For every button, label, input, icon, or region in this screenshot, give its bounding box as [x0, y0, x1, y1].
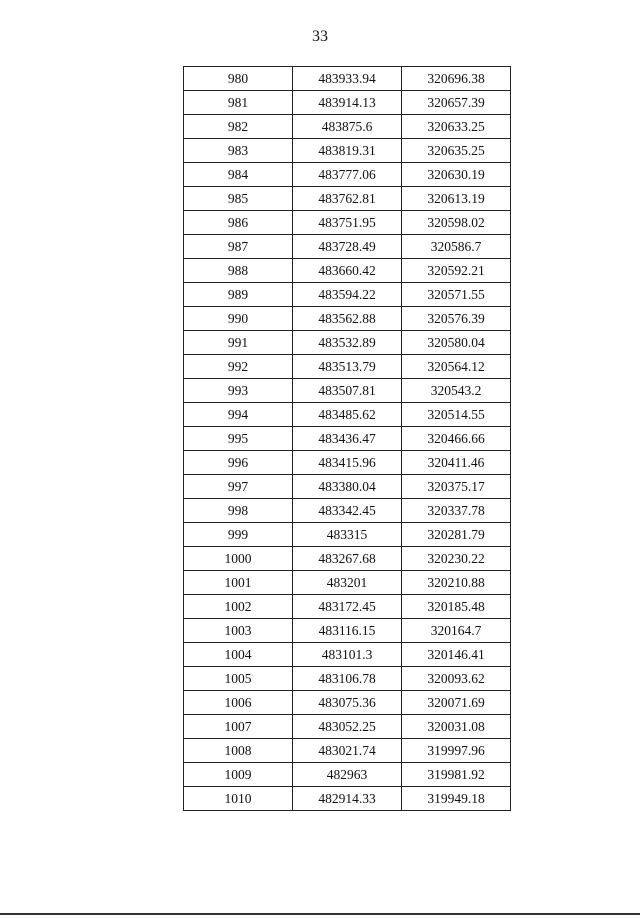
x-coordinate-cell: 483021.74: [293, 739, 402, 763]
page-number: 33: [312, 28, 328, 45]
table-row: [184, 307, 511, 331]
point-number-cell: 1007: [184, 715, 293, 739]
x-coordinate-cell: 483172.45: [293, 595, 402, 619]
point-number-cell: 981: [184, 91, 293, 115]
x-coordinate-cell: 483660.42: [293, 259, 402, 283]
x-coordinate-cell: 483751.95: [293, 211, 402, 235]
x-coordinate-cell: 483513.79: [293, 355, 402, 379]
table-row: [184, 571, 511, 595]
x-coordinate-cell: 482914.33: [293, 787, 402, 811]
table-row: [184, 787, 511, 811]
table-row: [184, 139, 511, 163]
y-coordinate-cell: 320586.7: [402, 235, 511, 259]
point-number-cell: 1002: [184, 595, 293, 619]
point-number-cell: 993: [184, 379, 293, 403]
table-row: [184, 667, 511, 691]
table-row: [184, 739, 511, 763]
table-row: [184, 547, 511, 571]
point-number-cell: 1004: [184, 643, 293, 667]
x-coordinate-cell: 483436.47: [293, 427, 402, 451]
y-coordinate-cell: 320592.21: [402, 259, 511, 283]
x-coordinate-cell: 483342.45: [293, 499, 402, 523]
y-coordinate-cell: 320230.22: [402, 547, 511, 571]
x-coordinate-cell: 483914.13: [293, 91, 402, 115]
y-coordinate-cell: 320543.2: [402, 379, 511, 403]
y-coordinate-cell: 319949.18: [402, 787, 511, 811]
x-coordinate-cell: 483052.25: [293, 715, 402, 739]
y-coordinate-cell: 320630.19: [402, 163, 511, 187]
point-number-cell: 990: [184, 307, 293, 331]
y-coordinate-cell: 320146.41: [402, 643, 511, 667]
point-number-cell: 1005: [184, 667, 293, 691]
y-coordinate-cell: 320466.66: [402, 427, 511, 451]
y-coordinate-cell: 320210.88: [402, 571, 511, 595]
table-row: [184, 355, 511, 379]
point-number-cell: 1003: [184, 619, 293, 643]
x-coordinate-cell: 483777.06: [293, 163, 402, 187]
x-coordinate-cell: 482963: [293, 763, 402, 787]
table-row: [184, 691, 511, 715]
coordinates-table-body: [184, 67, 511, 811]
point-number-cell: 992: [184, 355, 293, 379]
table-row: [184, 259, 511, 283]
table-row: [184, 91, 511, 115]
point-number-cell: 1000: [184, 547, 293, 571]
table-row: [184, 499, 511, 523]
table-row: [184, 451, 511, 475]
page-bottom-rule: [0, 913, 640, 915]
point-number-cell: 1010: [184, 787, 293, 811]
point-number-cell: 991: [184, 331, 293, 355]
point-number-cell: 1009: [184, 763, 293, 787]
table-row: [184, 379, 511, 403]
point-number-cell: 984: [184, 163, 293, 187]
y-coordinate-cell: 320164.7: [402, 619, 511, 643]
table-row: [184, 163, 511, 187]
y-coordinate-cell: 320580.04: [402, 331, 511, 355]
table-row: [184, 619, 511, 643]
point-number-cell: 998: [184, 499, 293, 523]
table-row: [184, 427, 511, 451]
table-row: [184, 523, 511, 547]
x-coordinate-cell: 483106.78: [293, 667, 402, 691]
point-number-cell: 986: [184, 211, 293, 235]
y-coordinate-cell: 320657.39: [402, 91, 511, 115]
x-coordinate-cell: 483507.81: [293, 379, 402, 403]
point-number-cell: 1008: [184, 739, 293, 763]
point-number-cell: 996: [184, 451, 293, 475]
coordinates-table: [183, 66, 511, 811]
table-row: [184, 187, 511, 211]
table-row: [184, 475, 511, 499]
point-number-cell: 988: [184, 259, 293, 283]
table-row: [184, 115, 511, 139]
y-coordinate-cell: 320696.38: [402, 67, 511, 91]
x-coordinate-cell: 483933.94: [293, 67, 402, 91]
table-row: [184, 403, 511, 427]
y-coordinate-cell: 320613.19: [402, 187, 511, 211]
point-number-cell: 1001: [184, 571, 293, 595]
y-coordinate-cell: 320635.25: [402, 139, 511, 163]
y-coordinate-cell: 320185.48: [402, 595, 511, 619]
x-coordinate-cell: 483267.68: [293, 547, 402, 571]
table-row: [184, 211, 511, 235]
y-coordinate-cell: 319997.96: [402, 739, 511, 763]
table-row: [184, 67, 511, 91]
y-coordinate-cell: 320571.55: [402, 283, 511, 307]
point-number-cell: 985: [184, 187, 293, 211]
x-coordinate-cell: 483485.62: [293, 403, 402, 427]
x-coordinate-cell: 483101.3: [293, 643, 402, 667]
x-coordinate-cell: 483415.96: [293, 451, 402, 475]
table-row: [184, 715, 511, 739]
x-coordinate-cell: 483532.89: [293, 331, 402, 355]
x-coordinate-cell: 483819.31: [293, 139, 402, 163]
point-number-cell: 987: [184, 235, 293, 259]
x-coordinate-cell: 483594.22: [293, 283, 402, 307]
x-coordinate-cell: 483380.04: [293, 475, 402, 499]
y-coordinate-cell: 320598.02: [402, 211, 511, 235]
y-coordinate-cell: 320071.69: [402, 691, 511, 715]
point-number-cell: 983: [184, 139, 293, 163]
x-coordinate-cell: 483315: [293, 523, 402, 547]
table-row: [184, 283, 511, 307]
y-coordinate-cell: 320633.25: [402, 115, 511, 139]
y-coordinate-cell: 320031.08: [402, 715, 511, 739]
table-row: [184, 235, 511, 259]
y-coordinate-cell: 320411.46: [402, 451, 511, 475]
table-row: [184, 331, 511, 355]
y-coordinate-cell: 320337.78: [402, 499, 511, 523]
point-number-cell: 982: [184, 115, 293, 139]
x-coordinate-cell: 483075.36: [293, 691, 402, 715]
y-coordinate-cell: 320375.17: [402, 475, 511, 499]
point-number-cell: 997: [184, 475, 293, 499]
x-coordinate-cell: 483875.6: [293, 115, 402, 139]
table-row: [184, 643, 511, 667]
point-number-cell: 980: [184, 67, 293, 91]
x-coordinate-cell: 483762.81: [293, 187, 402, 211]
y-coordinate-cell: 320564.12: [402, 355, 511, 379]
y-coordinate-cell: 320576.39: [402, 307, 511, 331]
x-coordinate-cell: 483728.49: [293, 235, 402, 259]
point-number-cell: 995: [184, 427, 293, 451]
y-coordinate-cell: 320093.62: [402, 667, 511, 691]
y-coordinate-cell: 320514.55: [402, 403, 511, 427]
y-coordinate-cell: 320281.79: [402, 523, 511, 547]
point-number-cell: 999: [184, 523, 293, 547]
x-coordinate-cell: 483201: [293, 571, 402, 595]
point-number-cell: 989: [184, 283, 293, 307]
point-number-cell: 1006: [184, 691, 293, 715]
table-row: [184, 595, 511, 619]
x-coordinate-cell: 483562.88: [293, 307, 402, 331]
table-row: [184, 763, 511, 787]
x-coordinate-cell: 483116.15: [293, 619, 402, 643]
y-coordinate-cell: 319981.92: [402, 763, 511, 787]
point-number-cell: 994: [184, 403, 293, 427]
